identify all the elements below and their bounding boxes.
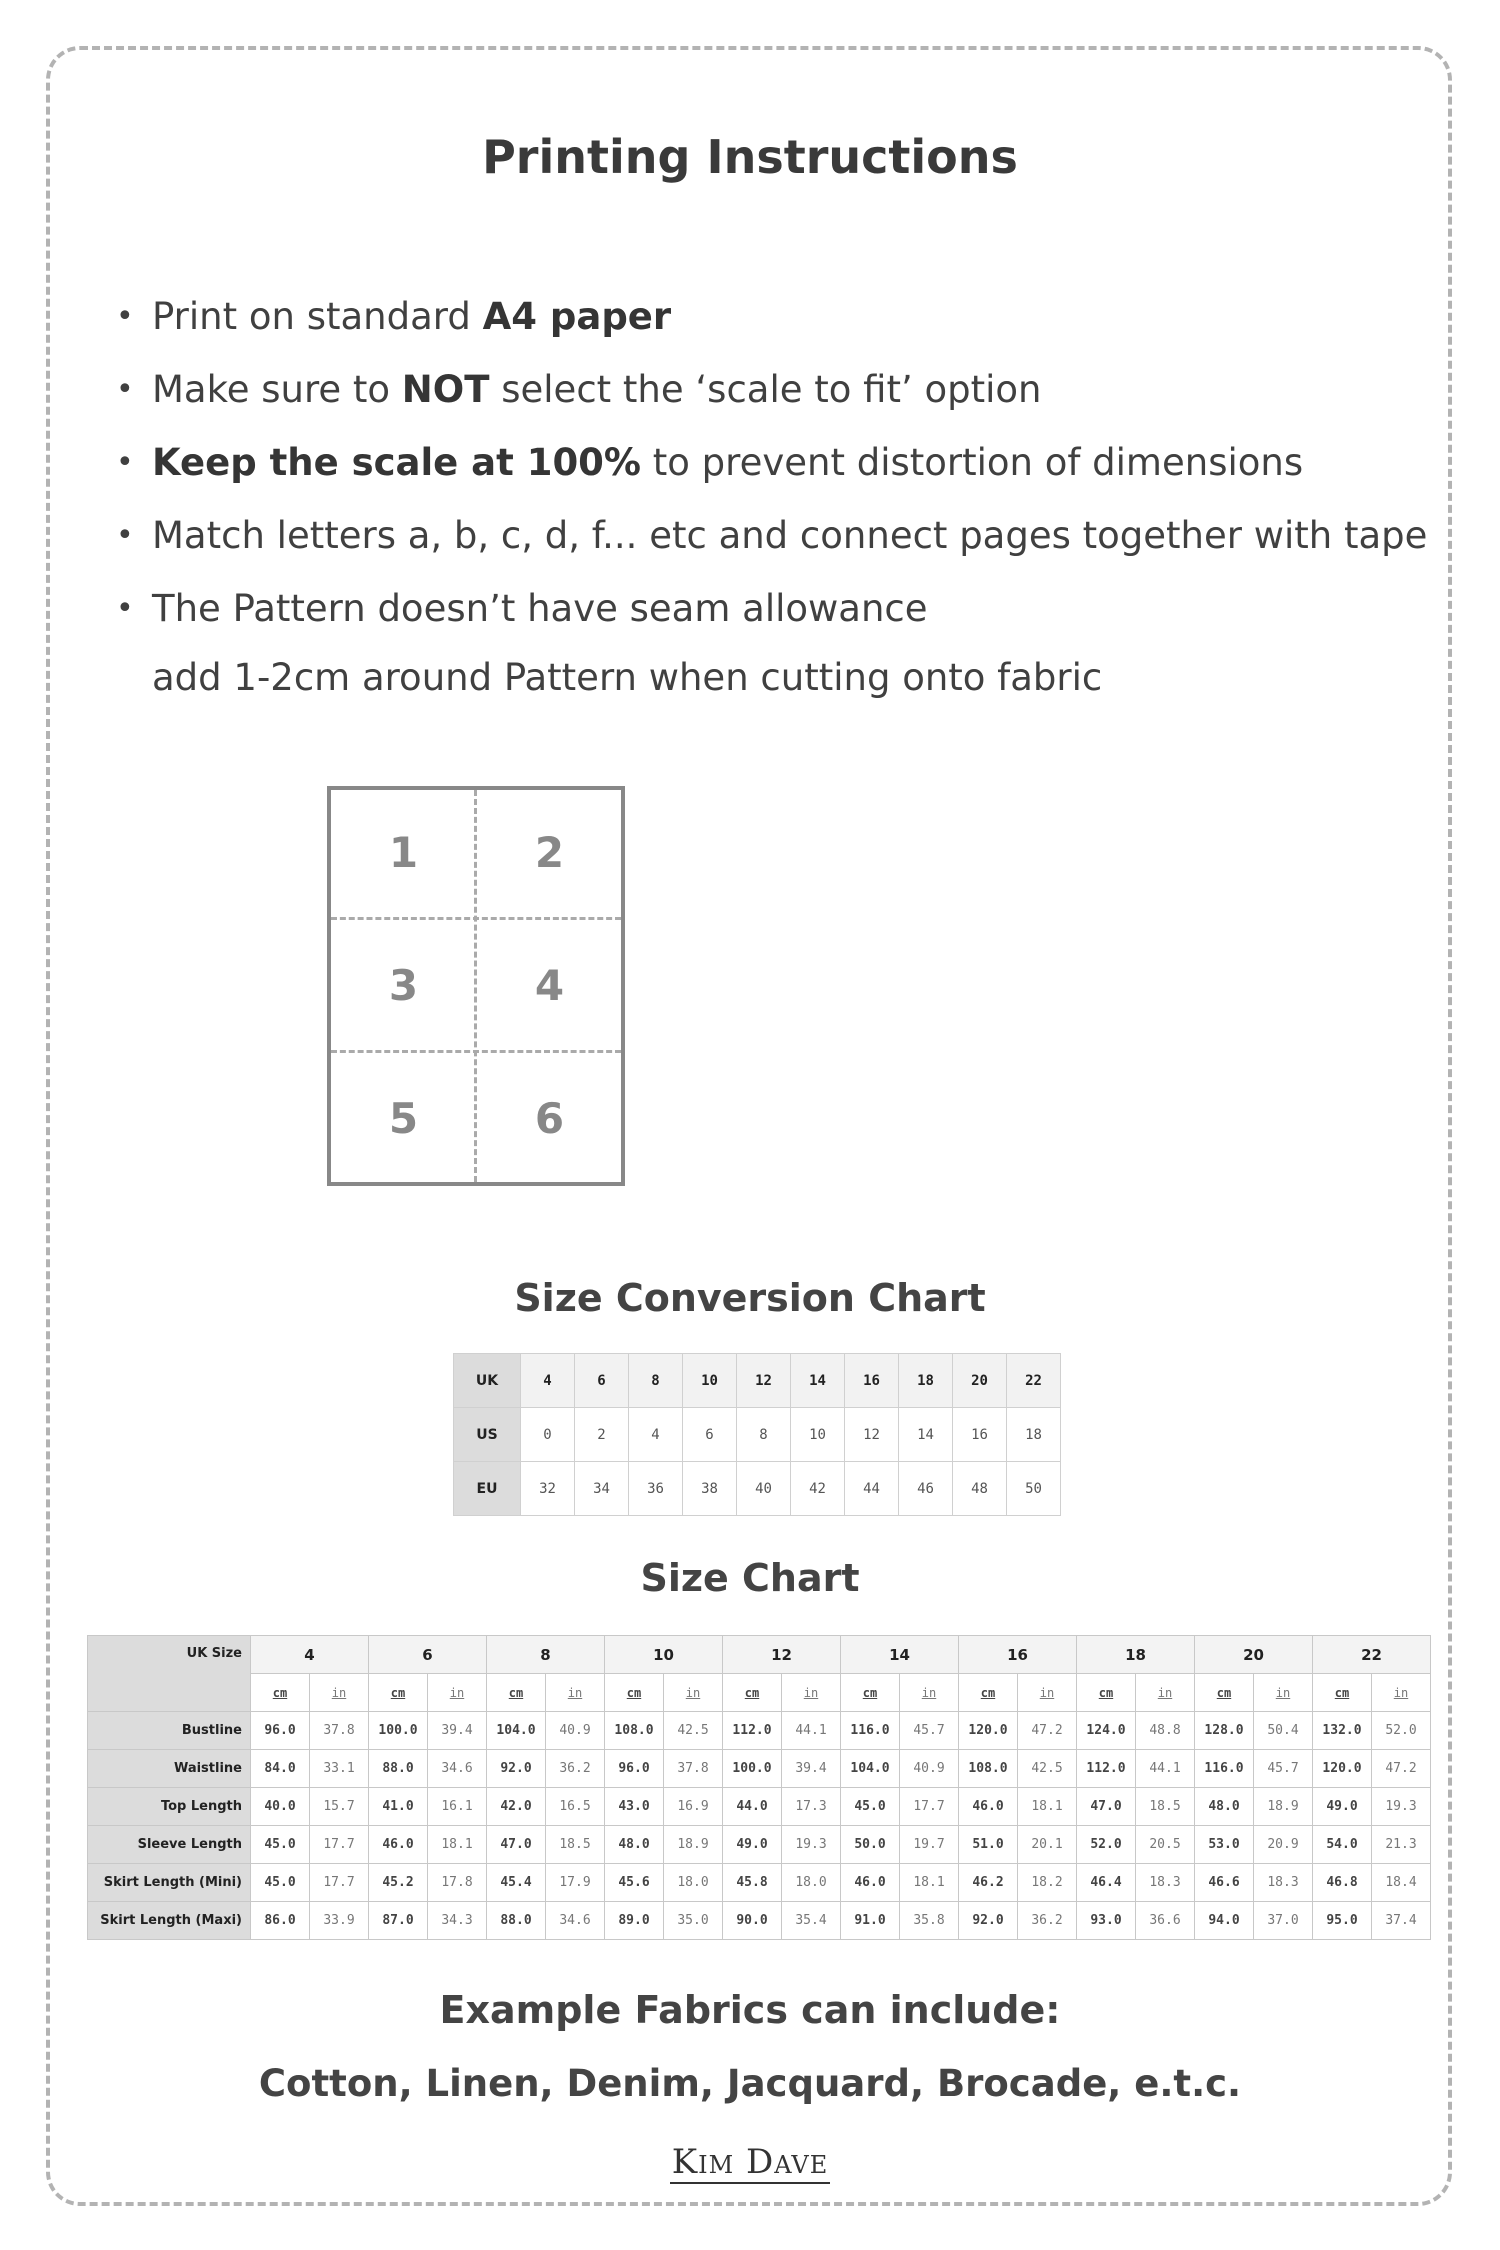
conversion-row-label: EU	[454, 1462, 521, 1516]
bullet-icon: •	[116, 445, 134, 480]
size-header-cell: 16	[959, 1636, 1077, 1674]
size-units-row	[88, 1674, 1431, 1712]
conversion-cell: 8	[737, 1408, 791, 1462]
measurement-cm: 108.0	[605, 1712, 664, 1750]
conversion-row	[454, 1462, 1061, 1516]
measurement-in: 35.0	[664, 1902, 723, 1940]
measurement-in: 17.9	[546, 1864, 605, 1902]
conversion-cell: 4	[629, 1408, 683, 1462]
measurement-in: 36.2	[1018, 1902, 1077, 1940]
measurement-in: 36.6	[1136, 1902, 1195, 1940]
size-header-cell: 4	[251, 1636, 369, 1674]
page-title: Printing Instructions	[482, 130, 1018, 184]
size-chart-title: Size Chart	[640, 1556, 860, 1600]
measurement-in: 36.2	[546, 1750, 605, 1788]
measurement-in: 19.3	[1372, 1788, 1431, 1826]
conversion-row-label: UK	[454, 1354, 521, 1408]
measurement-cm: 96.0	[251, 1712, 310, 1750]
conversion-cell: 6	[575, 1354, 629, 1408]
measurement-in: 44.1	[782, 1712, 841, 1750]
measurement-cm: 100.0	[723, 1750, 782, 1788]
size-header-cell: 18	[1077, 1636, 1195, 1674]
conversion-cell: 44	[845, 1462, 899, 1516]
measurement-in: 44.1	[1136, 1750, 1195, 1788]
measurement-in: 37.8	[664, 1750, 723, 1788]
conversion-cell: 10	[683, 1354, 737, 1408]
measurement-cm: 46.6	[1195, 1864, 1254, 1902]
measurement-in: 35.4	[782, 1902, 841, 1940]
measurement-cm: 94.0	[1195, 1902, 1254, 1940]
size-header-row	[88, 1636, 1431, 1674]
conversion-cell: 4	[521, 1354, 575, 1408]
unit-in-label: in	[1136, 1674, 1195, 1712]
table-row	[88, 1750, 1431, 1788]
conversion-cell: 8	[629, 1354, 683, 1408]
measurement-cm: 45.6	[605, 1864, 664, 1902]
measurement-cm: 54.0	[1313, 1826, 1372, 1864]
measurement-cm: 93.0	[1077, 1902, 1136, 1940]
measurement-in: 18.3	[1136, 1864, 1195, 1902]
measurement-in: 18.3	[1254, 1864, 1313, 1902]
measurement-in: 33.1	[310, 1750, 369, 1788]
page-number: 2	[534, 828, 565, 877]
measurement-cm: 46.4	[1077, 1864, 1136, 1902]
conversion-row-label: US	[454, 1408, 521, 1462]
measurement-in: 18.2	[1018, 1864, 1077, 1902]
measurement-in: 21.3	[1372, 1826, 1431, 1864]
bullet-icon: •	[116, 518, 134, 553]
conversion-cell: 18	[1007, 1408, 1061, 1462]
measurement-in: 15.7	[310, 1788, 369, 1826]
conversion-chart-title: Size Conversion Chart	[514, 1276, 986, 1320]
conversion-cell: 6	[683, 1408, 737, 1462]
measurement-in: 17.3	[782, 1788, 841, 1826]
page-number: 6	[534, 1094, 565, 1143]
unit-cm-label: cm	[959, 1674, 1018, 1712]
measurement-in: 42.5	[1018, 1750, 1077, 1788]
measurement-in: 17.8	[428, 1864, 487, 1902]
table-row	[88, 1864, 1431, 1902]
instruction-item: • Make sure to NOT select the ‘scale to fit’ option	[112, 353, 1427, 426]
unit-in-label: in	[428, 1674, 487, 1712]
measurement-cm: 116.0	[841, 1712, 900, 1750]
measurement-label: Sleeve Length	[88, 1826, 251, 1864]
measurement-cm: 49.0	[723, 1826, 782, 1864]
conversion-cell: 0	[521, 1408, 575, 1462]
measurement-label: Skirt Length (Maxi)	[88, 1902, 251, 1940]
table-row	[88, 1788, 1431, 1826]
measurement-cm: 104.0	[841, 1750, 900, 1788]
unit-in-label: in	[1254, 1674, 1313, 1712]
measurement-in: 18.4	[1372, 1864, 1431, 1902]
measurement-in: 33.9	[310, 1902, 369, 1940]
measurement-cm: 48.0	[1195, 1788, 1254, 1826]
conversion-row	[454, 1408, 1061, 1462]
conversion-cell: 50	[1007, 1462, 1061, 1516]
unit-in-label: in	[900, 1674, 959, 1712]
measurement-cm: 96.0	[605, 1750, 664, 1788]
measurement-cm: 46.8	[1313, 1864, 1372, 1902]
measurement-cm: 120.0	[959, 1712, 1018, 1750]
table-row	[88, 1826, 1431, 1864]
measurement-in: 17.7	[310, 1826, 369, 1864]
conversion-cell: 20	[953, 1354, 1007, 1408]
grid-divider	[331, 917, 621, 920]
measurement-in: 40.9	[546, 1712, 605, 1750]
measurement-in: 47.2	[1018, 1712, 1077, 1750]
unit-in-label: in	[1372, 1674, 1431, 1712]
instruction-item: • The Pattern doesn’t have seam allowance	[112, 572, 1427, 645]
unit-in-label: in	[546, 1674, 605, 1712]
unit-cm-label: cm	[369, 1674, 428, 1712]
measurement-cm: 100.0	[369, 1712, 428, 1750]
measurement-in: 37.0	[1254, 1902, 1313, 1940]
page-number: 1	[388, 828, 419, 877]
measurement-in: 17.7	[310, 1864, 369, 1902]
conversion-cell: 48	[953, 1462, 1007, 1516]
page-number: 3	[388, 961, 419, 1010]
instruction-item: • Print on standard A4 paper	[112, 280, 1427, 353]
measurement-in: 34.6	[546, 1902, 605, 1940]
measurement-cm: 47.0	[1077, 1788, 1136, 1826]
size-conversion-table	[453, 1353, 1061, 1516]
measurement-in: 16.1	[428, 1788, 487, 1826]
measurement-cm: 45.0	[841, 1788, 900, 1826]
measurement-cm: 89.0	[605, 1902, 664, 1940]
unit-cm-label: cm	[487, 1674, 546, 1712]
instruction-continuation: add 1-2cm around Pattern when cutting onto fabric	[152, 656, 1103, 699]
measurement-in: 18.9	[1254, 1788, 1313, 1826]
measurement-cm: 40.0	[251, 1788, 310, 1826]
conversion-cell: 22	[1007, 1354, 1061, 1408]
measurement-in: 18.9	[664, 1826, 723, 1864]
size-header-cell: 20	[1195, 1636, 1313, 1674]
measurement-in: 39.4	[782, 1750, 841, 1788]
size-header-cell: 12	[723, 1636, 841, 1674]
measurement-in: 19.7	[900, 1826, 959, 1864]
instruction-list	[112, 280, 1427, 645]
conversion-cell: 40	[737, 1462, 791, 1516]
measurement-cm: 49.0	[1313, 1788, 1372, 1826]
measurement-cm: 46.0	[369, 1826, 428, 1864]
instruction-item: • Keep the scale at 100% to prevent distortion of dimensions	[112, 426, 1427, 499]
unit-cm-label: cm	[605, 1674, 664, 1712]
measurement-cm: 46.2	[959, 1864, 1018, 1902]
conversion-cell: 38	[683, 1462, 737, 1516]
conversion-cell: 2	[575, 1408, 629, 1462]
measurement-cm: 45.4	[487, 1864, 546, 1902]
measurement-cm: 92.0	[487, 1750, 546, 1788]
measurement-cm: 50.0	[841, 1826, 900, 1864]
size-header-cell: 14	[841, 1636, 959, 1674]
measurement-cm: 86.0	[251, 1902, 310, 1940]
measurement-cm: 88.0	[369, 1750, 428, 1788]
measurement-in: 18.1	[428, 1826, 487, 1864]
measurement-cm: 45.0	[251, 1826, 310, 1864]
bullet-icon: •	[116, 372, 134, 407]
measurement-cm: 95.0	[1313, 1902, 1372, 1940]
measurement-cm: 104.0	[487, 1712, 546, 1750]
unit-cm-label: cm	[723, 1674, 782, 1712]
measurement-cm: 42.0	[487, 1788, 546, 1826]
unit-cm-label: cm	[841, 1674, 900, 1712]
brand-logo: Kim Dave	[671, 2142, 829, 2182]
measurement-in: 34.3	[428, 1902, 487, 1940]
measurement-cm: 124.0	[1077, 1712, 1136, 1750]
measurement-label: Top Length	[88, 1788, 251, 1826]
measurement-cm: 88.0	[487, 1902, 546, 1940]
measurement-label: Bustline	[88, 1712, 251, 1750]
measurement-in: 16.9	[664, 1788, 723, 1826]
table-row	[88, 1712, 1431, 1750]
conversion-cell: 46	[899, 1462, 953, 1516]
instruction-item: • Match letters a, b, c, d, f... etc and connect pages together with tape	[112, 499, 1427, 572]
measurement-cm: 47.0	[487, 1826, 546, 1864]
conversion-cell: 42	[791, 1462, 845, 1516]
measurement-in: 39.4	[428, 1712, 487, 1750]
measurement-cm: 90.0	[723, 1902, 782, 1940]
measurement-cm: 92.0	[959, 1902, 1018, 1940]
measurement-in: 34.6	[428, 1750, 487, 1788]
measurement-cm: 46.0	[841, 1864, 900, 1902]
measurement-cm: 41.0	[369, 1788, 428, 1826]
size-header-cell: 10	[605, 1636, 723, 1674]
measurement-cm: 53.0	[1195, 1826, 1254, 1864]
measurement-cm: 48.0	[605, 1826, 664, 1864]
page-number: 4	[534, 961, 565, 1010]
conversion-cell: 16	[845, 1354, 899, 1408]
measurement-in: 18.5	[1136, 1788, 1195, 1826]
measurement-cm: 116.0	[1195, 1750, 1254, 1788]
conversion-cell: 14	[899, 1408, 953, 1462]
measurement-in: 18.0	[782, 1864, 841, 1902]
measurement-cm: 52.0	[1077, 1826, 1136, 1864]
measurement-label: Waistline	[88, 1750, 251, 1788]
conversion-cell: 12	[845, 1408, 899, 1462]
unit-cm-label: cm	[1313, 1674, 1372, 1712]
conversion-cell: 14	[791, 1354, 845, 1408]
unit-cm-label: cm	[251, 1674, 310, 1712]
measurement-in: 18.0	[664, 1864, 723, 1902]
measurement-in: 42.5	[664, 1712, 723, 1750]
measurement-cm: 45.2	[369, 1864, 428, 1902]
measurement-cm: 46.0	[959, 1788, 1018, 1826]
measurement-in: 17.7	[900, 1788, 959, 1826]
measurement-in: 19.3	[782, 1826, 841, 1864]
unit-in-label: in	[310, 1674, 369, 1712]
measurement-in: 20.1	[1018, 1826, 1077, 1864]
conversion-row	[454, 1354, 1061, 1408]
measurement-label: Skirt Length (Mini)	[88, 1864, 251, 1902]
fabrics-heading: Example Fabrics can include:	[439, 1988, 1061, 2032]
size-header-cell: 22	[1313, 1636, 1431, 1674]
conversion-cell: 12	[737, 1354, 791, 1408]
measurement-in: 18.1	[900, 1864, 959, 1902]
measurement-in: 37.4	[1372, 1902, 1431, 1940]
measurement-in: 50.4	[1254, 1712, 1313, 1750]
measurement-cm: 43.0	[605, 1788, 664, 1826]
unit-cm-label: cm	[1077, 1674, 1136, 1712]
conversion-cell: 32	[521, 1462, 575, 1516]
size-corner-label: UK Size	[88, 1636, 251, 1712]
measurement-cm: 84.0	[251, 1750, 310, 1788]
measurement-in: 52.0	[1372, 1712, 1431, 1750]
grid-divider	[331, 1050, 621, 1053]
bullet-icon: •	[116, 299, 134, 334]
fabrics-list: Cotton, Linen, Denim, Jacquard, Brocade, e.t.c.	[258, 2062, 1242, 2105]
size-chart-table	[87, 1635, 1431, 1940]
measurement-in: 18.5	[546, 1826, 605, 1864]
measurement-in: 20.9	[1254, 1826, 1313, 1864]
measurement-cm: 87.0	[369, 1902, 428, 1940]
conversion-cell: 18	[899, 1354, 953, 1408]
unit-cm-label: cm	[1195, 1674, 1254, 1712]
unit-in-label: in	[664, 1674, 723, 1712]
page-number: 5	[388, 1094, 419, 1143]
measurement-cm: 51.0	[959, 1826, 1018, 1864]
measurement-cm: 91.0	[841, 1902, 900, 1940]
measurement-in: 45.7	[900, 1712, 959, 1750]
page-layout-diagram	[327, 786, 625, 1186]
measurement-in: 20.5	[1136, 1826, 1195, 1864]
measurement-in: 45.7	[1254, 1750, 1313, 1788]
measurement-cm: 45.0	[251, 1864, 310, 1902]
size-header-cell: 6	[369, 1636, 487, 1674]
size-header-cell: 8	[487, 1636, 605, 1674]
measurement-in: 35.8	[900, 1902, 959, 1940]
measurement-cm: 112.0	[1077, 1750, 1136, 1788]
unit-in-label: in	[782, 1674, 841, 1712]
conversion-cell: 10	[791, 1408, 845, 1462]
measurement-in: 48.8	[1136, 1712, 1195, 1750]
conversion-cell: 36	[629, 1462, 683, 1516]
table-row	[88, 1902, 1431, 1940]
measurement-cm: 132.0	[1313, 1712, 1372, 1750]
measurement-in: 37.8	[310, 1712, 369, 1750]
measurement-in: 18.1	[1018, 1788, 1077, 1826]
measurement-cm: 120.0	[1313, 1750, 1372, 1788]
bullet-icon: •	[116, 591, 134, 626]
unit-in-label: in	[1018, 1674, 1077, 1712]
measurement-cm: 44.0	[723, 1788, 782, 1826]
measurement-in: 40.9	[900, 1750, 959, 1788]
measurement-in: 47.2	[1372, 1750, 1431, 1788]
measurement-cm: 128.0	[1195, 1712, 1254, 1750]
measurement-in: 16.5	[546, 1788, 605, 1826]
conversion-cell: 34	[575, 1462, 629, 1516]
measurement-cm: 108.0	[959, 1750, 1018, 1788]
measurement-cm: 112.0	[723, 1712, 782, 1750]
conversion-cell: 16	[953, 1408, 1007, 1462]
measurement-cm: 45.8	[723, 1864, 782, 1902]
